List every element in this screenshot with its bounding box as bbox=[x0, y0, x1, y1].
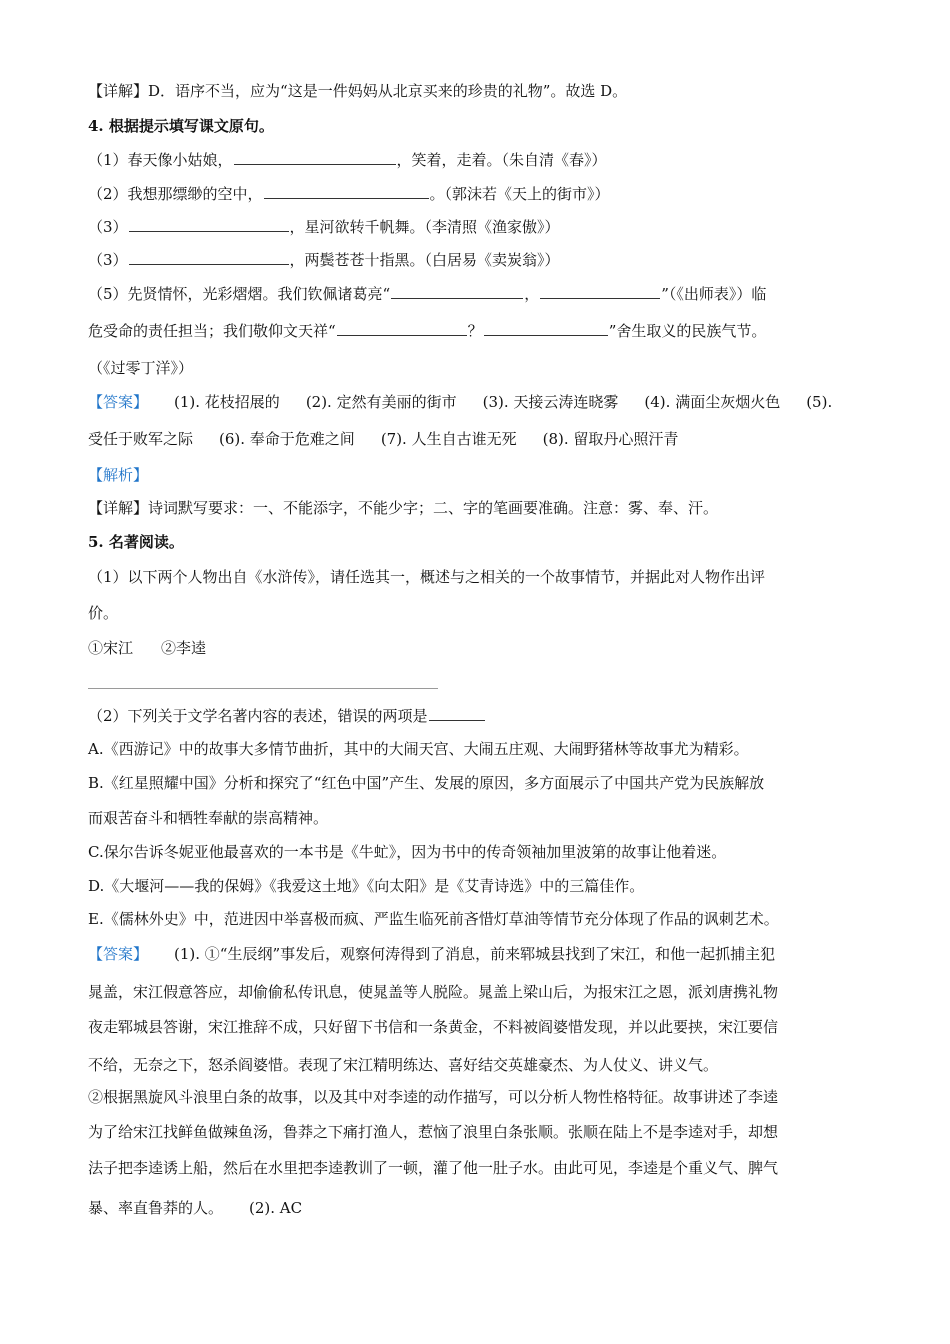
q4-item-1-start: （1）春天像小姑娘， bbox=[88, 151, 233, 169]
q4-answer-7: (7). 人生自古谁无死 bbox=[380, 430, 517, 448]
answer-tag: 【答案】 bbox=[88, 945, 149, 963]
option-b-line-1: B.《红星照耀中国》分析和探究了“红色中国”产生、发展的原因，多方面展示了中国共产党为民族解放 bbox=[88, 774, 765, 792]
q4-item-4-start: （3） bbox=[88, 251, 128, 269]
fill-blank-4[interactable] bbox=[129, 250, 289, 265]
q4-answer-line-2 bbox=[88, 429, 678, 449]
option-c: C.保尔告诉冬妮亚他最喜欢的一本书是《牛虻》，因为书中的传奇领袖加里波第的故事让他着迷。 bbox=[88, 843, 727, 861]
detail-line-q3 bbox=[88, 81, 627, 101]
q5-answer-line-2: 晁盖，宋江假意答应，却偷偷私传讯息，使晁盖等人脱险。晁盖上梁山后，为报宋江之恩，派刘唐携礼物 bbox=[88, 983, 779, 1001]
q5-answer-text-8: 暴、率直鲁莽的人。 bbox=[88, 1199, 224, 1217]
option-e: E.《儒林外史》中，范进因中举喜极而疯、严监生临死前吝惜灯草油等情节充分体现了作品的讽刺艺术。 bbox=[88, 910, 779, 928]
q4-item-3-end: ，星河欲转千帆舞。（李清照《渔家傲》） bbox=[289, 218, 560, 236]
detail-tag: 【详解】 bbox=[88, 82, 149, 100]
fill-blank-3[interactable] bbox=[129, 217, 289, 232]
question-4-title: 4. 根据提示填写课文原句。 bbox=[88, 117, 274, 135]
detail-tag: 【详解】 bbox=[88, 499, 149, 517]
q4-answer-6: (6). 奉命于危难之间 bbox=[219, 430, 355, 448]
fill-blank-2[interactable] bbox=[264, 184, 429, 199]
fill-blank-8[interactable] bbox=[484, 321, 608, 336]
q4-item-4-end: ，两鬓苍苍十指黑。（白居易《卖炭翁》） bbox=[289, 251, 560, 269]
q5-part1-line-2: 价。 bbox=[88, 604, 119, 622]
q5-part2-question bbox=[88, 706, 486, 726]
q4-answer-3: (3). 天接云涛连晓雾 bbox=[482, 393, 619, 411]
q4-item-3-start: （3） bbox=[88, 218, 128, 236]
fill-blank-1[interactable] bbox=[234, 150, 396, 165]
q4-detail-line bbox=[88, 498, 718, 518]
fill-blank-6[interactable] bbox=[540, 284, 660, 299]
answer-writing-line[interactable] bbox=[88, 688, 438, 689]
q4-item-1-end: ，笑着，走着。（朱自清《春》） bbox=[396, 151, 607, 169]
q4-item-5-line-1 bbox=[88, 284, 766, 304]
q4-item-5-text-f: ”舍生取义的民族气节。 bbox=[608, 322, 767, 340]
q5-character-options bbox=[88, 638, 206, 658]
q4-item-2-start: （2）我想那缥缈的空中， bbox=[88, 185, 263, 203]
q4-item-5-text-e: ？ bbox=[467, 322, 483, 340]
q4-answer-1: (1). 花枝招展的 bbox=[174, 393, 280, 411]
q4-answer-line-1 bbox=[88, 392, 832, 412]
q4-item-1 bbox=[88, 150, 607, 170]
q4-item-5-text-b: ， bbox=[524, 285, 540, 303]
q5-part2-text: （2）下列关于文学名著内容的表述，错误的两项是 bbox=[88, 707, 428, 725]
option-b-line-2: 而艰苦奋斗和牺牲奉献的崇高精神。 bbox=[88, 809, 329, 827]
q4-answer-8: (8). 留取丹心照汗青 bbox=[542, 430, 679, 448]
q4-item-5-text-d: 危受命的责任担当；我们敬仰文天祥“ bbox=[88, 322, 336, 340]
fill-blank-q5-2[interactable] bbox=[429, 706, 485, 721]
q5-answer-line-6: 为了给宋江找鲜鱼做辣鱼汤，鲁莽之下痛打渔人，惹恼了浪里白条张顺。张顺在陆上不是李逵对手，却想 bbox=[88, 1123, 779, 1141]
q5-answer-line-4: 不给，无奈之下，怒杀阎婆惜。表现了宋江精明练达、喜好结交英雄豪杰、为人仗义、讲义气。 bbox=[88, 1056, 719, 1074]
option-d: D.《大堰河——我的保姆》《我爱这土地》《向太阳》是《艾青诗选》中的三篇佳作。 bbox=[88, 877, 645, 895]
q5-answer-line-1 bbox=[88, 944, 775, 964]
q5-answer-line-8 bbox=[88, 1198, 302, 1218]
answer-tag: 【答案】 bbox=[88, 393, 149, 411]
option-li-kui: ②李逵 bbox=[161, 639, 207, 657]
q5-answer-text-1: (1). ①“生辰纲”事发后，观察何涛得到了消息，前来郓城县找到了宋江，和他一起抓捕主犯 bbox=[174, 945, 776, 963]
q4-item-5-line-3: （《过零丁洋》） bbox=[88, 359, 194, 377]
q4-answer-2: (2). 定然有美丽的街市 bbox=[305, 393, 457, 411]
q4-item-5-line-2 bbox=[88, 321, 766, 341]
q4-detail-text: 诗词默写要求：一、不能添字，不能少字；二、字的笔画要准确。注意：雾、奉、汗。 bbox=[148, 499, 719, 517]
question-5-title: 5. 名著阅读。 bbox=[88, 533, 184, 551]
q5-part1-line-1: （1）以下两个人物出自《水浒传》，请任选其一，概述与之相关的一个故事情节，并据此对人物作出评 bbox=[88, 568, 766, 586]
q4-item-5-text-c: ”（《出师表》）临 bbox=[661, 285, 767, 303]
q4-item-2 bbox=[88, 184, 610, 204]
q4-item-4 bbox=[88, 250, 560, 270]
q4-item-5-text-a: （5）先贤情怀，光彩熠熠。我们钦佩诸葛亮“ bbox=[88, 285, 391, 303]
option-a: A.《西游记》中的故事大多情节曲折，其中的大闹天宫、大闹五庄观、大闹野猪林等故事尤为精彩。 bbox=[88, 740, 749, 758]
analysis-tag: 【解析】 bbox=[88, 466, 149, 484]
q4-answer-4: (4). 满面尘灰烟火色 bbox=[644, 393, 781, 411]
fill-blank-5[interactable] bbox=[391, 284, 523, 299]
q5-answer-line-3: 夜走郓城县答谢，宋江推辞不成，只好留下书信和一条黄金，不料被阎婆惜发现，并以此要挟，宋江要信 bbox=[88, 1018, 779, 1036]
q5-answer-line-5: ②根据黑旋风斗浪里白条的故事，以及其中对李逵的动作描写，可以分析人物性格特征。故事讲述了李逵 bbox=[88, 1088, 779, 1106]
fill-blank-7[interactable] bbox=[337, 321, 467, 336]
q4-answer-5: 受任于败军之际 bbox=[88, 430, 194, 448]
q5-answer-2: (2). AC bbox=[249, 1199, 303, 1217]
q4-item-2-end: 。（郭沫若《天上的街市》） bbox=[429, 185, 610, 203]
q4-item-3 bbox=[88, 217, 560, 237]
q5-answer-line-7: 法子把李逵诱上船，然后在水里把李逵教训了一顿，灌了他一肚子水。由此可见，李逵是个重义气、脾气 bbox=[88, 1159, 779, 1177]
option-song-jiang: ①宋江 bbox=[88, 639, 134, 657]
detail-text: D．语序不当，应为“这是一件妈妈从北京买来的珍贵的礼物”。故选 D。 bbox=[148, 82, 628, 100]
q4-answer-5-label: (5). bbox=[806, 393, 833, 411]
